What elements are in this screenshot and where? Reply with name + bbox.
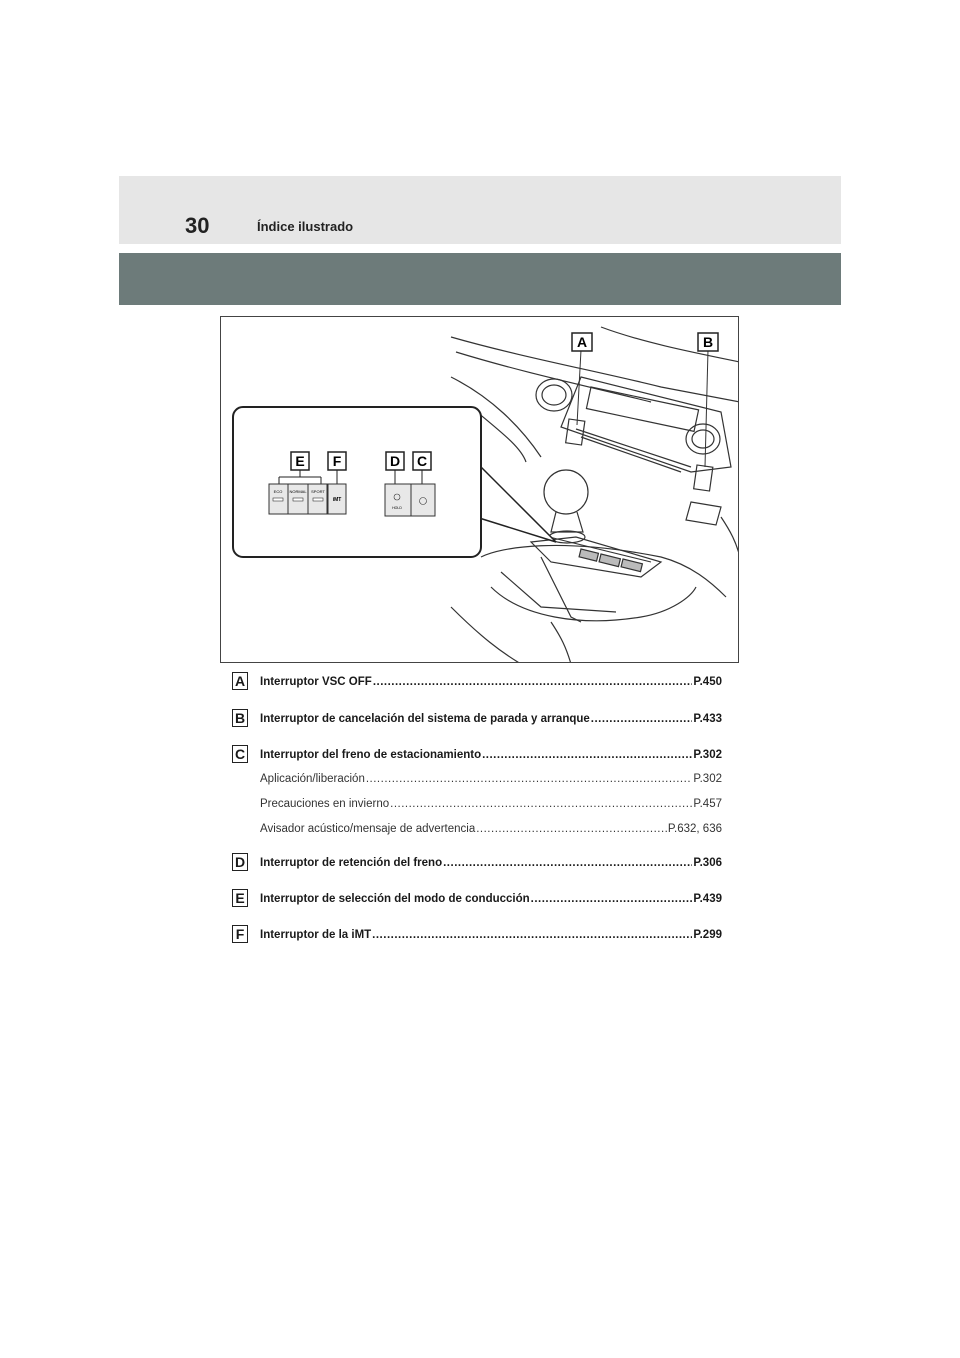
- entry-title: Interruptor de la iMT: [260, 929, 372, 941]
- leader-dots: [591, 713, 693, 725]
- entry-a: [232, 672, 722, 694]
- subentry-line[interactable]: [260, 823, 722, 835]
- section-title: Índice ilustrado: [257, 219, 354, 234]
- subentry-line[interactable]: [260, 798, 722, 810]
- entry-line[interactable]: [260, 713, 722, 725]
- page-ref[interactable]: P.457: [693, 798, 722, 810]
- entry-line[interactable]: [260, 749, 722, 761]
- header-band: [119, 176, 841, 244]
- leader-dots: [373, 676, 693, 688]
- callout-b: [698, 333, 718, 351]
- page-ref[interactable]: P.299: [693, 929, 722, 941]
- mode-normal-label: NORMAL: [289, 489, 307, 494]
- callout-f-label: F: [332, 453, 342, 469]
- entry-letter: D: [232, 853, 248, 871]
- subentry-title: Precauciones en invierno: [260, 798, 390, 810]
- entry-line[interactable]: [260, 676, 722, 688]
- entry-f: [232, 925, 722, 947]
- callout-c-label: C: [416, 453, 428, 469]
- console-illustration: [221, 317, 739, 663]
- mode-sport-label: SPORT: [311, 489, 325, 494]
- leader-dots: [366, 773, 693, 785]
- page-number: 30: [185, 213, 210, 238]
- callout-d-label: D: [389, 453, 401, 469]
- entry-d: [232, 853, 722, 875]
- imt-switch-label: iMT: [332, 497, 342, 503]
- brake-switches: [385, 484, 435, 516]
- page-ref[interactable]: P.302: [693, 749, 722, 761]
- entry-title: Interruptor VSC OFF: [260, 676, 372, 688]
- page-ref[interactable]: P.439: [693, 893, 722, 905]
- callout-d: [386, 452, 404, 470]
- entry-e: [232, 889, 722, 911]
- callout-e-label: E: [295, 453, 305, 469]
- callout-a: [572, 333, 592, 351]
- callout-c: [413, 452, 431, 470]
- entry-title: Interruptor del freno de estacionamiento: [260, 749, 482, 761]
- title-band: [119, 253, 841, 305]
- subentry-line[interactable]: [260, 773, 722, 785]
- page-ref[interactable]: P.632, 636: [667, 823, 722, 835]
- leader-dots: [443, 857, 692, 869]
- entry-title: Interruptor de retención del freno: [260, 857, 443, 869]
- page-ref[interactable]: P.306: [693, 857, 722, 869]
- leader-dots: [482, 749, 692, 761]
- callout-b-label: B: [702, 334, 714, 350]
- callout-e: [291, 452, 309, 470]
- page-ref[interactable]: P.433: [693, 713, 722, 725]
- entry-letter: C: [232, 745, 248, 763]
- callout-f: [328, 452, 346, 470]
- entry-line[interactable]: [260, 893, 722, 905]
- imt-switch: [328, 484, 346, 514]
- mode-eco-label: ECO: [273, 489, 283, 494]
- subentry-title: Avisador acústico/mensaje de advertencia: [260, 823, 476, 835]
- entry-title: Interruptor de selección del modo de conducción: [260, 893, 530, 905]
- leader-dots: [390, 798, 692, 810]
- entry-b: [232, 709, 722, 731]
- entry-line[interactable]: [260, 929, 722, 941]
- entry-c: [232, 745, 722, 845]
- entry-title: Interruptor de cancelación del sistema de parada y arranque: [260, 713, 590, 725]
- drive-mode-switches: [269, 484, 327, 514]
- leader-dots: [531, 893, 693, 905]
- subentry-title: Aplicación/liberación: [260, 773, 365, 785]
- zoom-inset: [233, 407, 481, 557]
- illustration-figure: [220, 316, 739, 663]
- page-ref[interactable]: P.302: [693, 773, 722, 785]
- entry-letter: A: [232, 672, 248, 690]
- hold-switch-label: HOLD: [392, 506, 402, 510]
- page-ref[interactable]: P.450: [693, 676, 722, 688]
- entry-letter: E: [232, 889, 248, 907]
- leader-dots: [372, 929, 692, 941]
- leader-dots: [476, 823, 667, 835]
- callout-a-label: A: [576, 334, 588, 350]
- entry-line[interactable]: [260, 857, 722, 869]
- entry-letter: B: [232, 709, 248, 727]
- entry-letter: F: [232, 925, 248, 943]
